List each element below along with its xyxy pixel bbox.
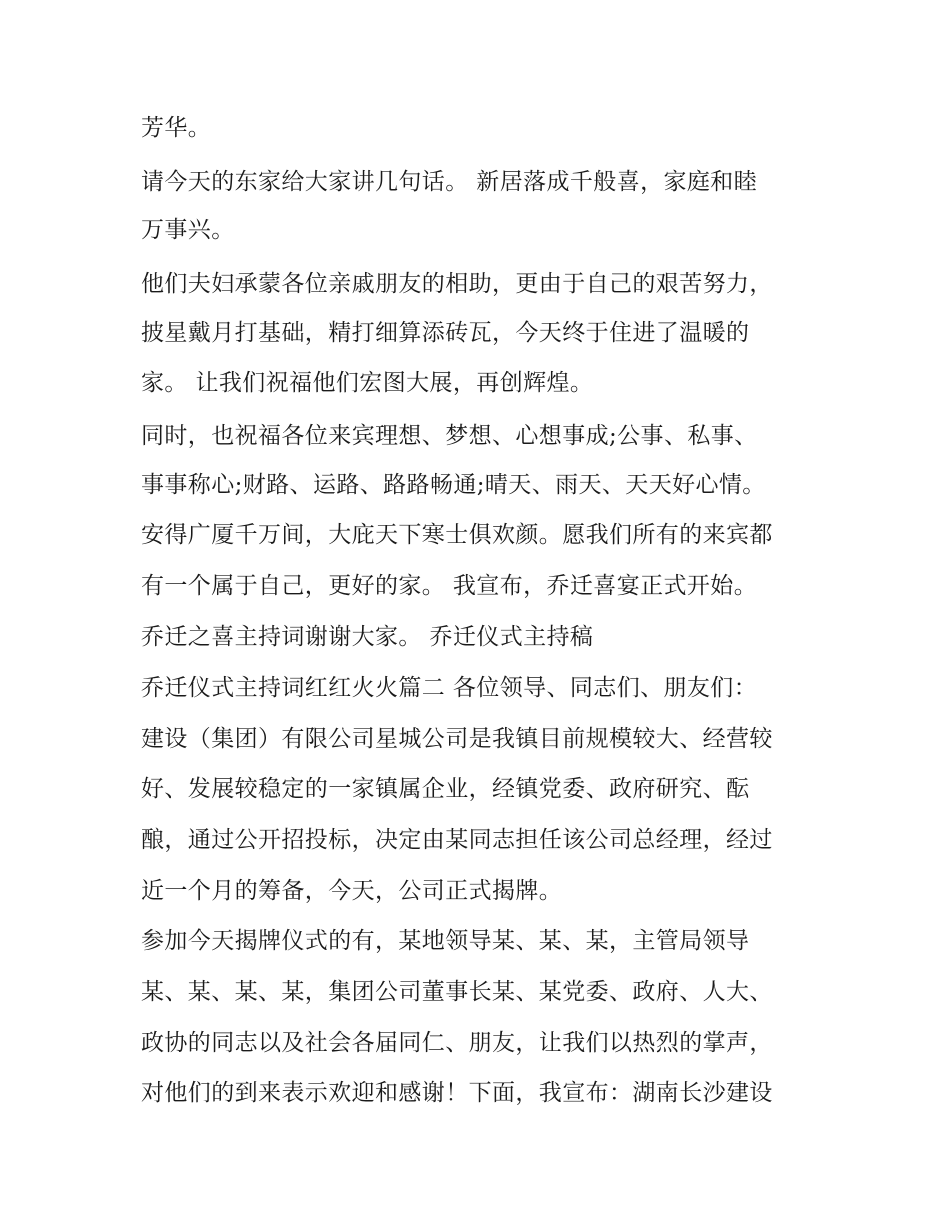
- text-line: 请今天的东家给大家讲几句话。 新居落成千般喜，家庭和睦: [141, 169, 758, 195]
- text-line: 芳华。: [141, 115, 212, 141]
- text-line: 他们夫妇承蒙各位亲戚朋友的相助，更由于自己的艰苦努力，: [141, 271, 773, 297]
- text-line: 酿，通过公开招投标，决定由某同志担任该公司总经理，经过: [141, 827, 773, 853]
- text-line: 有一个属于自己，更好的家。 我宣布，乔迁喜宴正式开始。: [141, 573, 758, 599]
- text-line: 乔迁之喜主持词谢谢大家。 乔迁仪式主持稿: [141, 624, 594, 650]
- text-line: 家。 让我们祝福他们宏图大展，再创辉煌。: [141, 370, 594, 396]
- text-line: 乔迁仪式主持词红红火火篇二 各位领导、同志们、朋友们：: [141, 675, 758, 701]
- text-line: 万事兴。: [141, 217, 235, 243]
- text-line: 某、某、某、某，集团公司董事长某、某党委、政府、人大、: [141, 979, 773, 1005]
- text-line: 参加今天揭牌仪式的有，某地领导某、某、某，主管局领导: [141, 928, 750, 954]
- text-line: 对他们的到来表示欢迎和感谢！下面，我宣布：湖南长沙建设: [141, 1080, 773, 1106]
- text-line: 事事称心;财路、运路、路路畅通;晴天、雨天、天天好心情。: [141, 472, 766, 498]
- text-line: 好、发展较稳定的一家镇属企业，经镇党委、政府研究、酝: [141, 776, 750, 802]
- text-line: 政协的同志以及社会各届同仁、朋友，让我们以热烈的掌声，: [141, 1030, 773, 1056]
- text-line: 近一个月的筹备，今天，公司正式揭牌。: [141, 878, 563, 904]
- text-line: 同时，也祝福各位来宾理想、梦想、心想事成;公事、私事、: [141, 423, 758, 449]
- text-line: 安得广厦千万间，大庇天下寒士俱欢颜。愿我们所有的来宾都: [141, 522, 773, 548]
- text-line: 披星戴月打基础，精打细算添砖瓦，今天终于住进了温暖的: [141, 320, 750, 346]
- text-line: 建设（集团）有限公司星城公司是我镇目前规模较大、经营较: [141, 726, 773, 752]
